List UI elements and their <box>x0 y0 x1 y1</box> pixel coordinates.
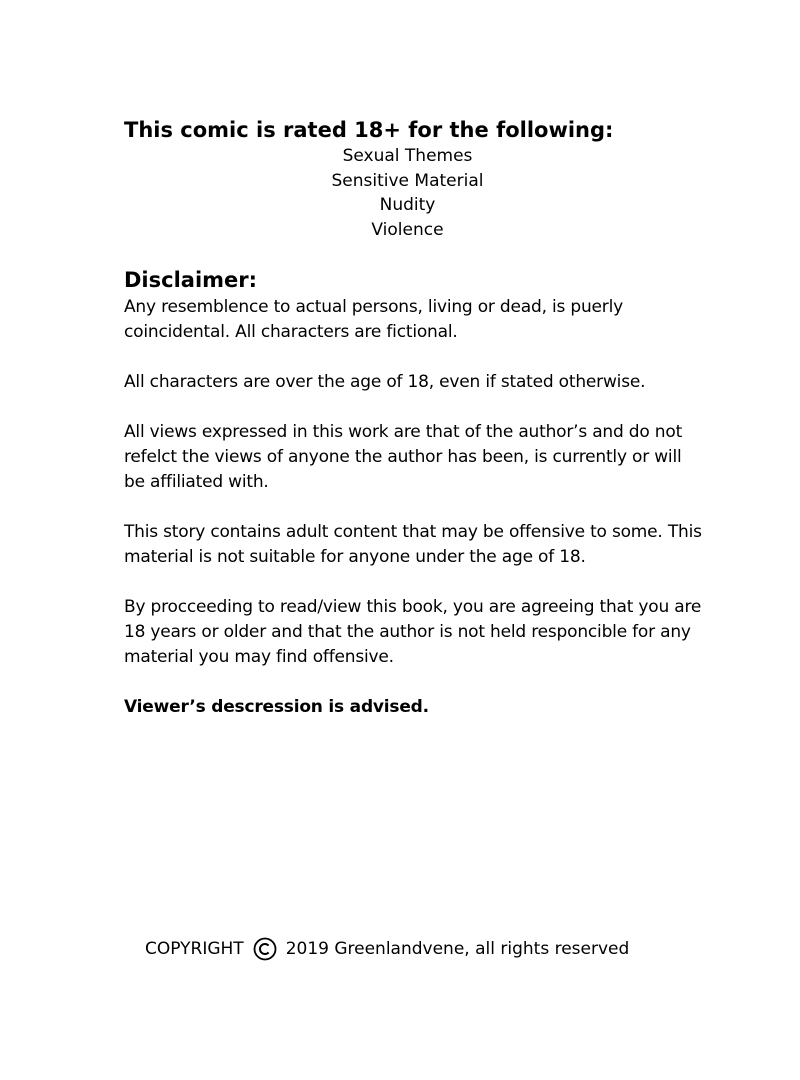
disclaimer-body <box>124 295 704 720</box>
copyright-icon <box>253 937 277 961</box>
copyright-line <box>145 936 629 962</box>
rating-item-sensitive-material: Sensitive Material <box>331 170 484 191</box>
rating-list <box>260 144 555 242</box>
disclaimer-paragraph-resemblance: Any resemblence to actual persons, living or dead, is puerly coincidental. All characters are fictional. <box>124 297 623 342</box>
copyright-prefix: COPYRIGHT <box>145 939 244 959</box>
viewer-advice: Viewer’s descression is advised. <box>124 697 429 717</box>
copyright-text: 2019 Greenlandvene, all rights reserved <box>285 939 630 959</box>
rating-title: This comic is rated 18+ for the following: <box>124 118 614 142</box>
rating-item-violence: Violence <box>371 219 444 240</box>
rating-item-nudity: Nudity <box>379 195 436 215</box>
disclaimer-paragraph-adult-content: This story contains adult content that may be offensive to some. This material is not suitable for anyone under the age of 18. <box>124 522 702 567</box>
disclaimer-paragraph-agreement: By procceeding to read/view this book, you are agreeing that you are 18 years or older and that the author is not held responcible for any material you may find offensive. <box>124 597 702 667</box>
disclaimer-paragraph-age: All characters are over the age of 18, even if stated otherwise. <box>124 372 646 392</box>
disclaimer-title: Disclaimer: <box>124 268 258 292</box>
disclaimer-paragraph-views: All views expressed in this work are that of the author’s and do not refelct the views of anyone the author has been, is currently or will be affiliated with. <box>124 422 683 492</box>
rating-item-sexual-themes: Sexual Themes <box>342 146 473 166</box>
